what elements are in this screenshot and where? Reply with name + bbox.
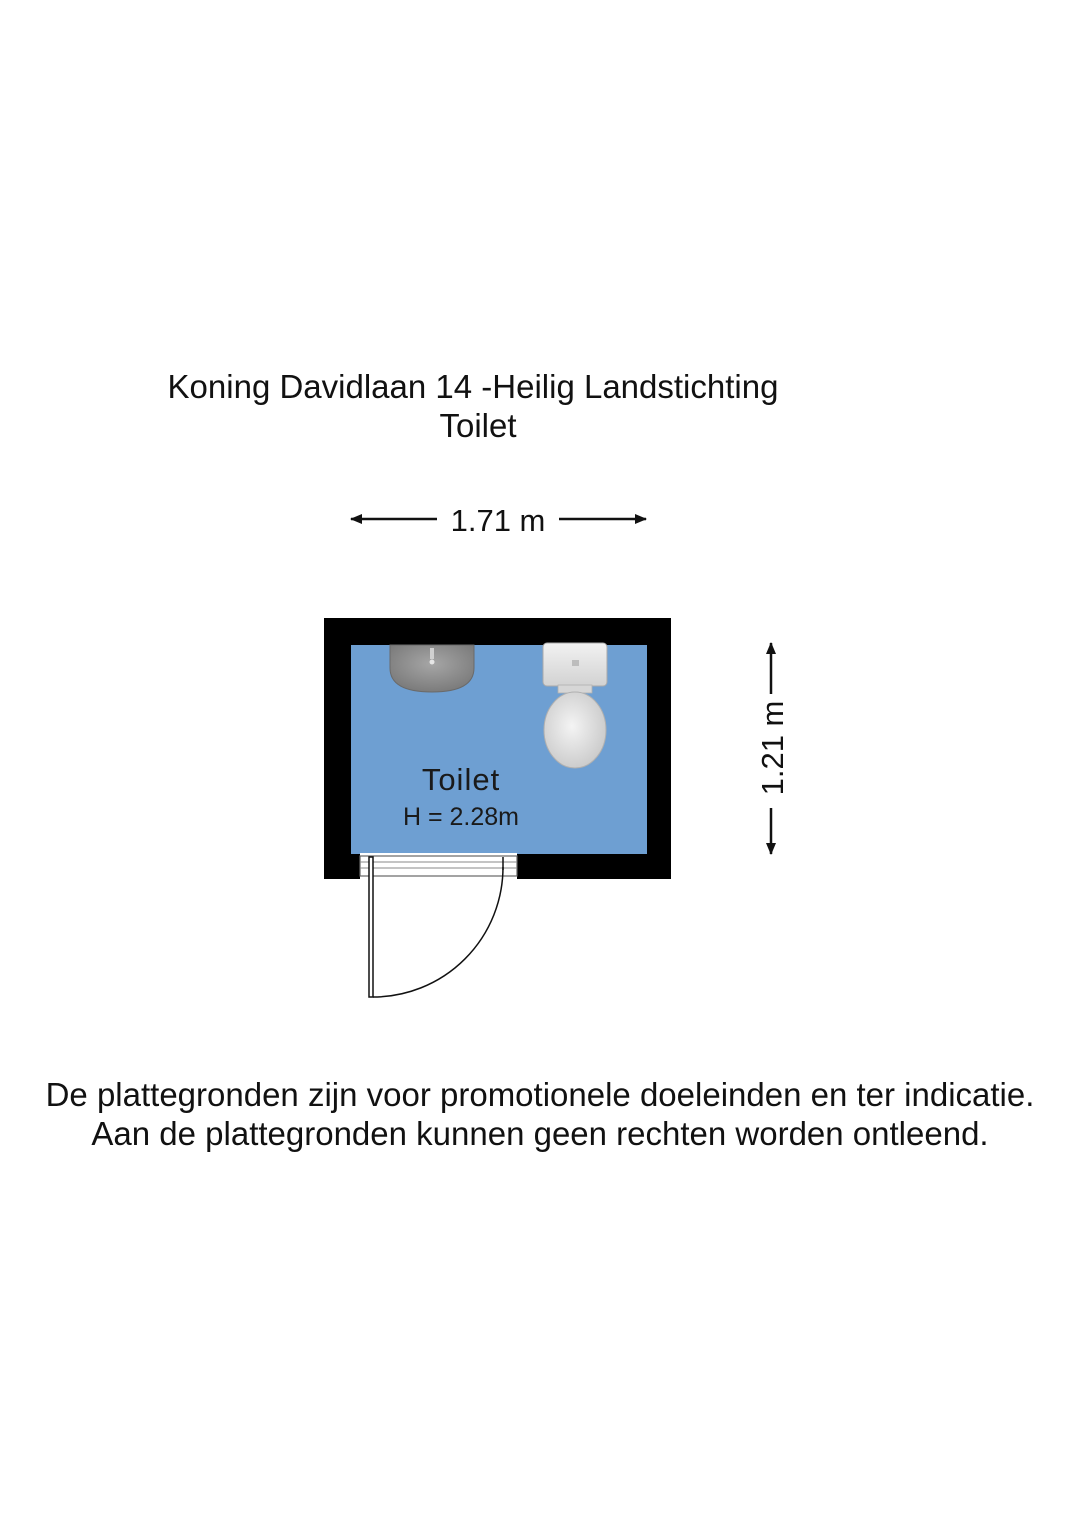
room-toilet [324,618,671,880]
disclaimer-line-2: Aan de plattegronden kunnen geen rechten worden ontleend. [91,1115,989,1152]
sink-drain [430,660,435,665]
room-height: H = 2.28m [402,803,520,831]
width-label: 1.71 m [450,503,546,538]
address-title: Koning Davidlaan 14 -Heilig Landstichting [167,368,779,405]
depth-label: 1.21 m [755,700,790,796]
toilet-bowl [544,692,606,768]
sink-icon [390,645,474,692]
width-dimension [351,503,646,538]
depth-dimension [755,643,790,854]
floor-title: Toilet [439,407,517,444]
toilet-flush-button [572,660,579,666]
door-frame [360,856,517,876]
disclaimer-line-1: De plattegronden zijn voor promotionele doeleinden en ter indicatie. [45,1076,1035,1113]
door-swing-arc [373,867,503,997]
door-leaf [369,857,373,997]
room-name: Toilet [421,762,501,797]
toilet-icon [543,643,607,768]
sink-tap [430,648,434,659]
